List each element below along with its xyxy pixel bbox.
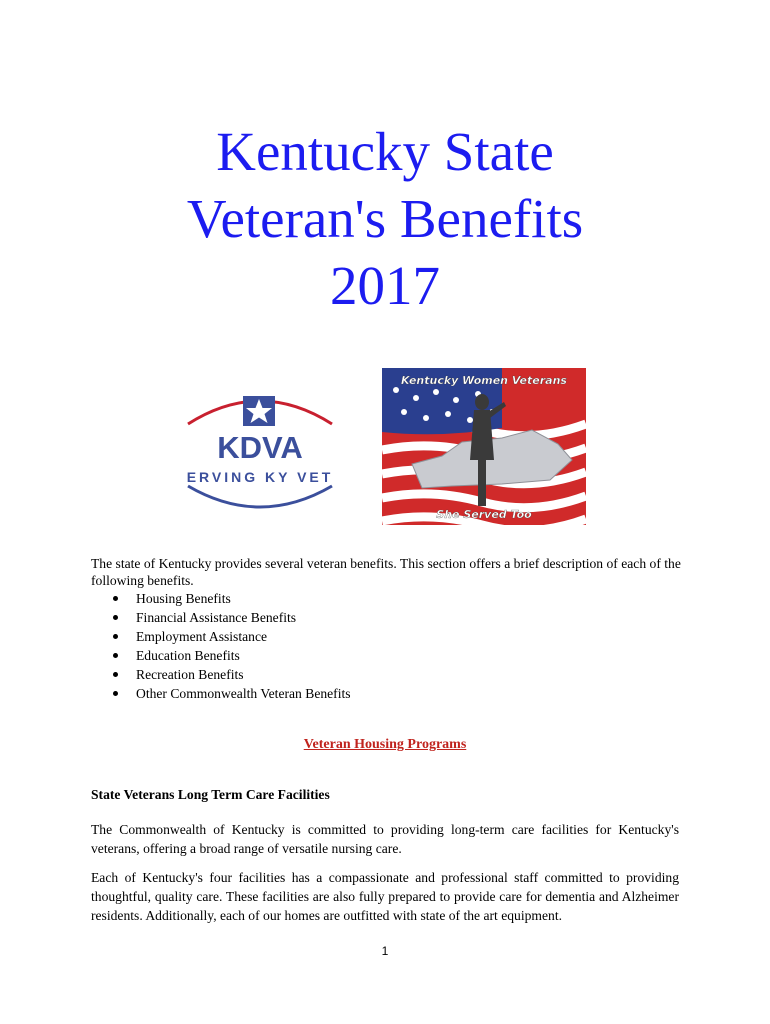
list-item: Recreation Benefits [110,665,351,684]
intro-paragraph: The state of Kentucky provides several veteran benefits. This section offers a brief description of each of the following benefits. [91,556,681,588]
women-veterans-bottom-text: She Served Too [436,508,532,521]
document-title [0,118,770,319]
list-item: Housing Benefits [110,589,351,608]
section-heading: Veteran Housing Programs [303,737,467,752]
paragraph: The Commonwealth of Kentucky is committed to providing long-term care facilities for Kentucky's veterans, offering a broad range of versatile nursing care. [91,822,679,856]
list-item: Education Benefits [110,646,351,665]
title-line-3: 2017 [330,255,440,316]
kdva-logo [182,384,338,512]
kdva-logo-name: KDVA [217,430,303,465]
paragraph: Each of Kentucky's four facilities has a compassionate and professional staff committed to providing thoughtful, quality care. These facilities are also fully prepared to provide care for dementia and Alzheimer residents. Additionally, each of our homes are outfitted with state of the art equipment. [91,870,679,923]
kdva-logo-tagline: ERVING KY VET [186,469,334,485]
benefits-list [110,589,351,703]
title-line-1: Kentucky State [216,121,554,182]
list-item: Other Commonwealth Veteran Benefits [110,684,351,703]
kdva-star-emblem [243,396,275,426]
page-number: 1 [381,944,389,958]
women-veterans-top-text: Kentucky Women Veterans [401,374,567,387]
title-line-2: Veteran's Benefits [186,188,584,249]
list-item: Employment Assistance [110,627,351,646]
subheading: State Veterans Long Term Care Facilities [91,787,330,802]
women-veterans-image [382,368,586,525]
list-item: Financial Assistance Benefits [110,608,351,627]
